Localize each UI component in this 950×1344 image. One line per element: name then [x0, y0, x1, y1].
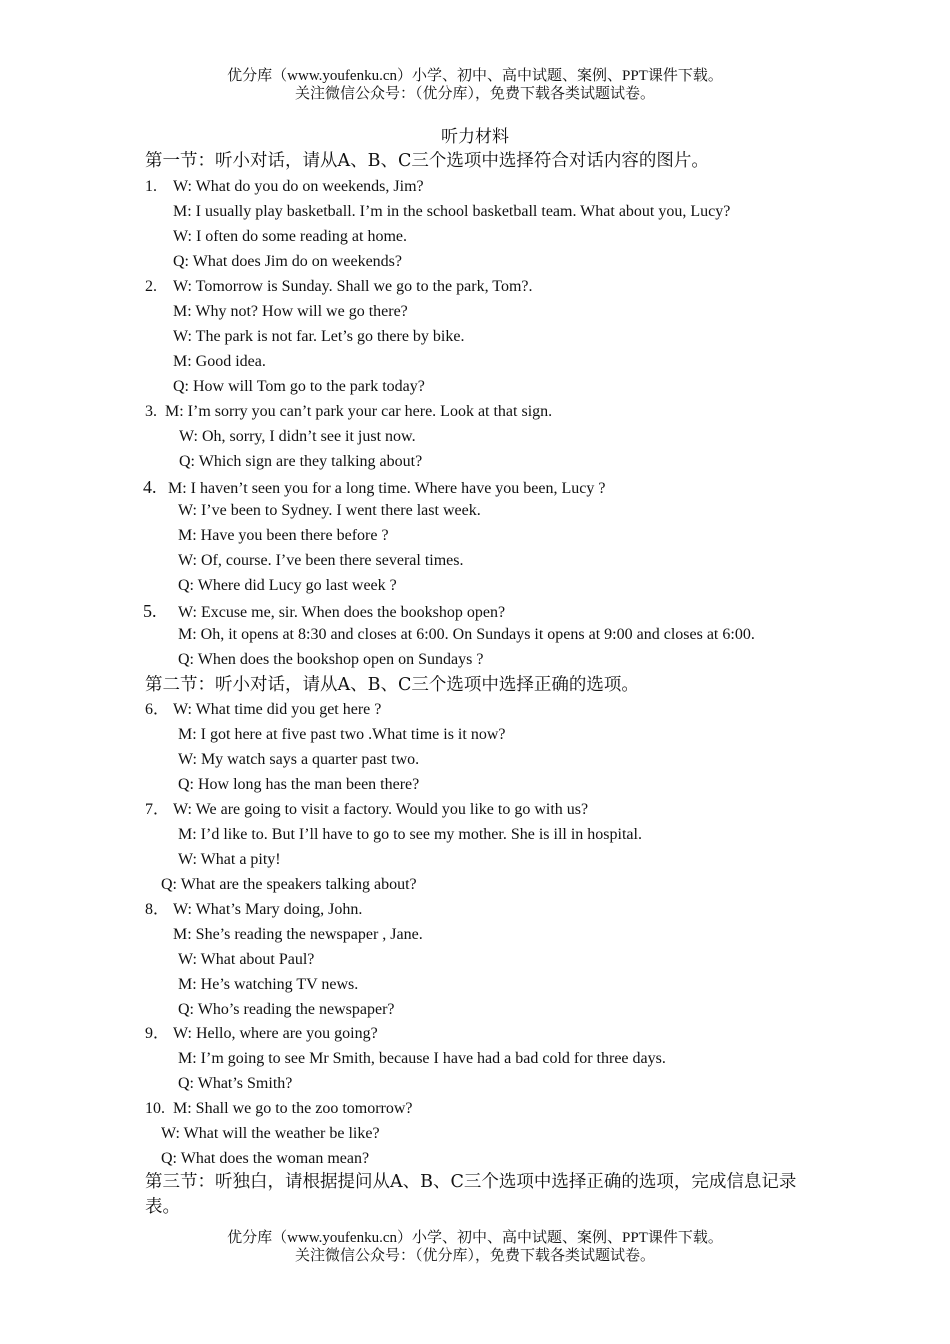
dialogue-line [143, 477, 605, 499]
page-footer [0, 1229, 950, 1265]
header-line-1: 优分库（www.youfenku.cn）小学、初中、高中试题、案例、PPT课件下载。 [227, 68, 723, 84]
dialogue-line: M: She’s reading the newspaper , Jane. [173, 926, 423, 943]
item-number: 6． [145, 701, 170, 718]
dialogue-line: M: Why not? How will we go there? [173, 303, 408, 320]
dialogue-line: Q: Which sign are they talking about? [179, 453, 423, 470]
dialogue-line: M: I’m going to see Mr Smith, because I have had a bad cold for three days. [178, 1050, 666, 1067]
item-number: 10. [145, 1100, 165, 1117]
dialogue-line: W: I often do some reading at home. [173, 228, 407, 245]
line-text: W: What’s Mary doing, John. [173, 901, 363, 918]
dialogue-line [145, 277, 533, 297]
line-text: W: Hello, where are you going? [173, 1025, 378, 1042]
dialogue-line: Q: How long has the man been there? [178, 776, 420, 793]
dialogue-line: M: I’d like to. But I’ll have to go to see my mother. She is ill in hospital. [178, 826, 642, 843]
dialogue-line [145, 800, 588, 820]
page-header [0, 67, 950, 103]
dialogue-line: Q: How will Tom go to the park today? [173, 378, 425, 395]
item-number: 8． [145, 901, 170, 918]
line-text: M: Shall we go to the zoo tomorrow? [173, 1100, 413, 1117]
dialogue-line: W: Oh, sorry, I didn’t see it just now. [179, 428, 416, 445]
dialogue-line: W: I’ve been to Sydney. I went there last week. [178, 502, 481, 519]
item-number: 7． [145, 801, 170, 818]
section-3-heading: 第三节：听独白，请根据提问从A、B、C三个选项中选择正确的选项，完成信息记录表。 [145, 1172, 797, 1217]
header-line-2: 关注微信公众号：（优分库），免费下载各类试题试卷。 [294, 86, 655, 102]
dialogue-line: W: What about Paul? [178, 951, 315, 968]
dialogue-line: W: The park is not far. Let’s go there by bike. [173, 328, 465, 345]
line-text: W: Excuse me, sir. When does the bookshop open? [178, 604, 506, 621]
dialogue-line: Q: What’s Smith? [178, 1075, 293, 1092]
dialogue-line: M: Good idea. [173, 353, 266, 370]
footer-line-2: 关注微信公众号：（优分库），免费下载各类试题试卷。 [294, 1248, 655, 1264]
item-number: 2. [145, 278, 157, 295]
dialogue-line: W: My watch says a quarter past two. [178, 751, 420, 768]
dialogue-line [145, 402, 552, 422]
dialogue-line [145, 700, 381, 720]
dialogue-line [145, 1024, 378, 1044]
section-1-heading: 第一节：听小对话，请从A、B、C三个选项中选择符合对话内容的图片。 [145, 151, 709, 171]
item-number: 1. [145, 178, 157, 195]
dialogue-line: W: What will the weather be like? [161, 1125, 380, 1142]
item-number: 9． [145, 1025, 170, 1042]
line-text: W: What do you do on weekends, Jim? [173, 178, 424, 195]
dialogue-line: Q: When does the bookshop open on Sundays ? [178, 651, 484, 668]
dialogue-line: Q: Who’s reading the newspaper? [178, 1001, 395, 1018]
dialogue-line [145, 1099, 413, 1119]
line-text: W: Tomorrow is Sunday. Shall we go to the park, Tom?. [173, 278, 533, 295]
page-title: 听力材料 [441, 127, 509, 147]
item-number: 3. [145, 403, 157, 420]
line-text: W: What time did you get here ? [173, 701, 382, 718]
dialogue-line: W: What a pity! [178, 851, 281, 868]
dialogue-line: M: Oh, it opens at 8:30 and closes at 6:00. On Sundays it opens at 9:00 and closes at 6:00. [178, 626, 755, 643]
line-text: M: I haven’t seen you for a long time. Where have you been, Lucy ? [168, 480, 606, 497]
item-number: 5. [143, 601, 157, 621]
line-text: M: I’m sorry you can’t park your car here. Look at that sign. [165, 403, 553, 420]
footer-line-1: 优分库（www.youfenku.cn）小学、初中、高中试题、案例、PPT课件下载。 [227, 1230, 723, 1246]
item-number: 4. [143, 477, 157, 497]
dialogue-line [145, 900, 362, 920]
dialogue-line: M: Have you been there before ? [178, 527, 389, 544]
dialogue-line: Q: What does Jim do on weekends? [173, 253, 402, 270]
dialogue-line: W: Of, course. I’ve been there several times. [178, 552, 464, 569]
dialogue-line: Q: What are the speakers talking about? [161, 876, 417, 893]
line-text: W: We are going to visit a factory. Would you like to go with us? [173, 801, 589, 818]
dialogue-line: M: He’s watching TV news. [178, 976, 359, 993]
dialogue-line [143, 601, 505, 623]
dialogue-line: Q: What does the woman mean? [161, 1150, 370, 1167]
section-2-heading: 第二节：听小对话，请从A、B、C三个选项中选择正确的选项。 [145, 675, 639, 695]
dialogue-line: Q: Where did Lucy go last week ? [178, 577, 397, 594]
dialogue-line [145, 177, 424, 197]
dialogue-line: M: I got here at five past two .What time is it now? [178, 726, 506, 743]
dialogue-line: M: I usually play basketball. I’m in the school basketball team. What about you, Lucy? [173, 203, 731, 220]
